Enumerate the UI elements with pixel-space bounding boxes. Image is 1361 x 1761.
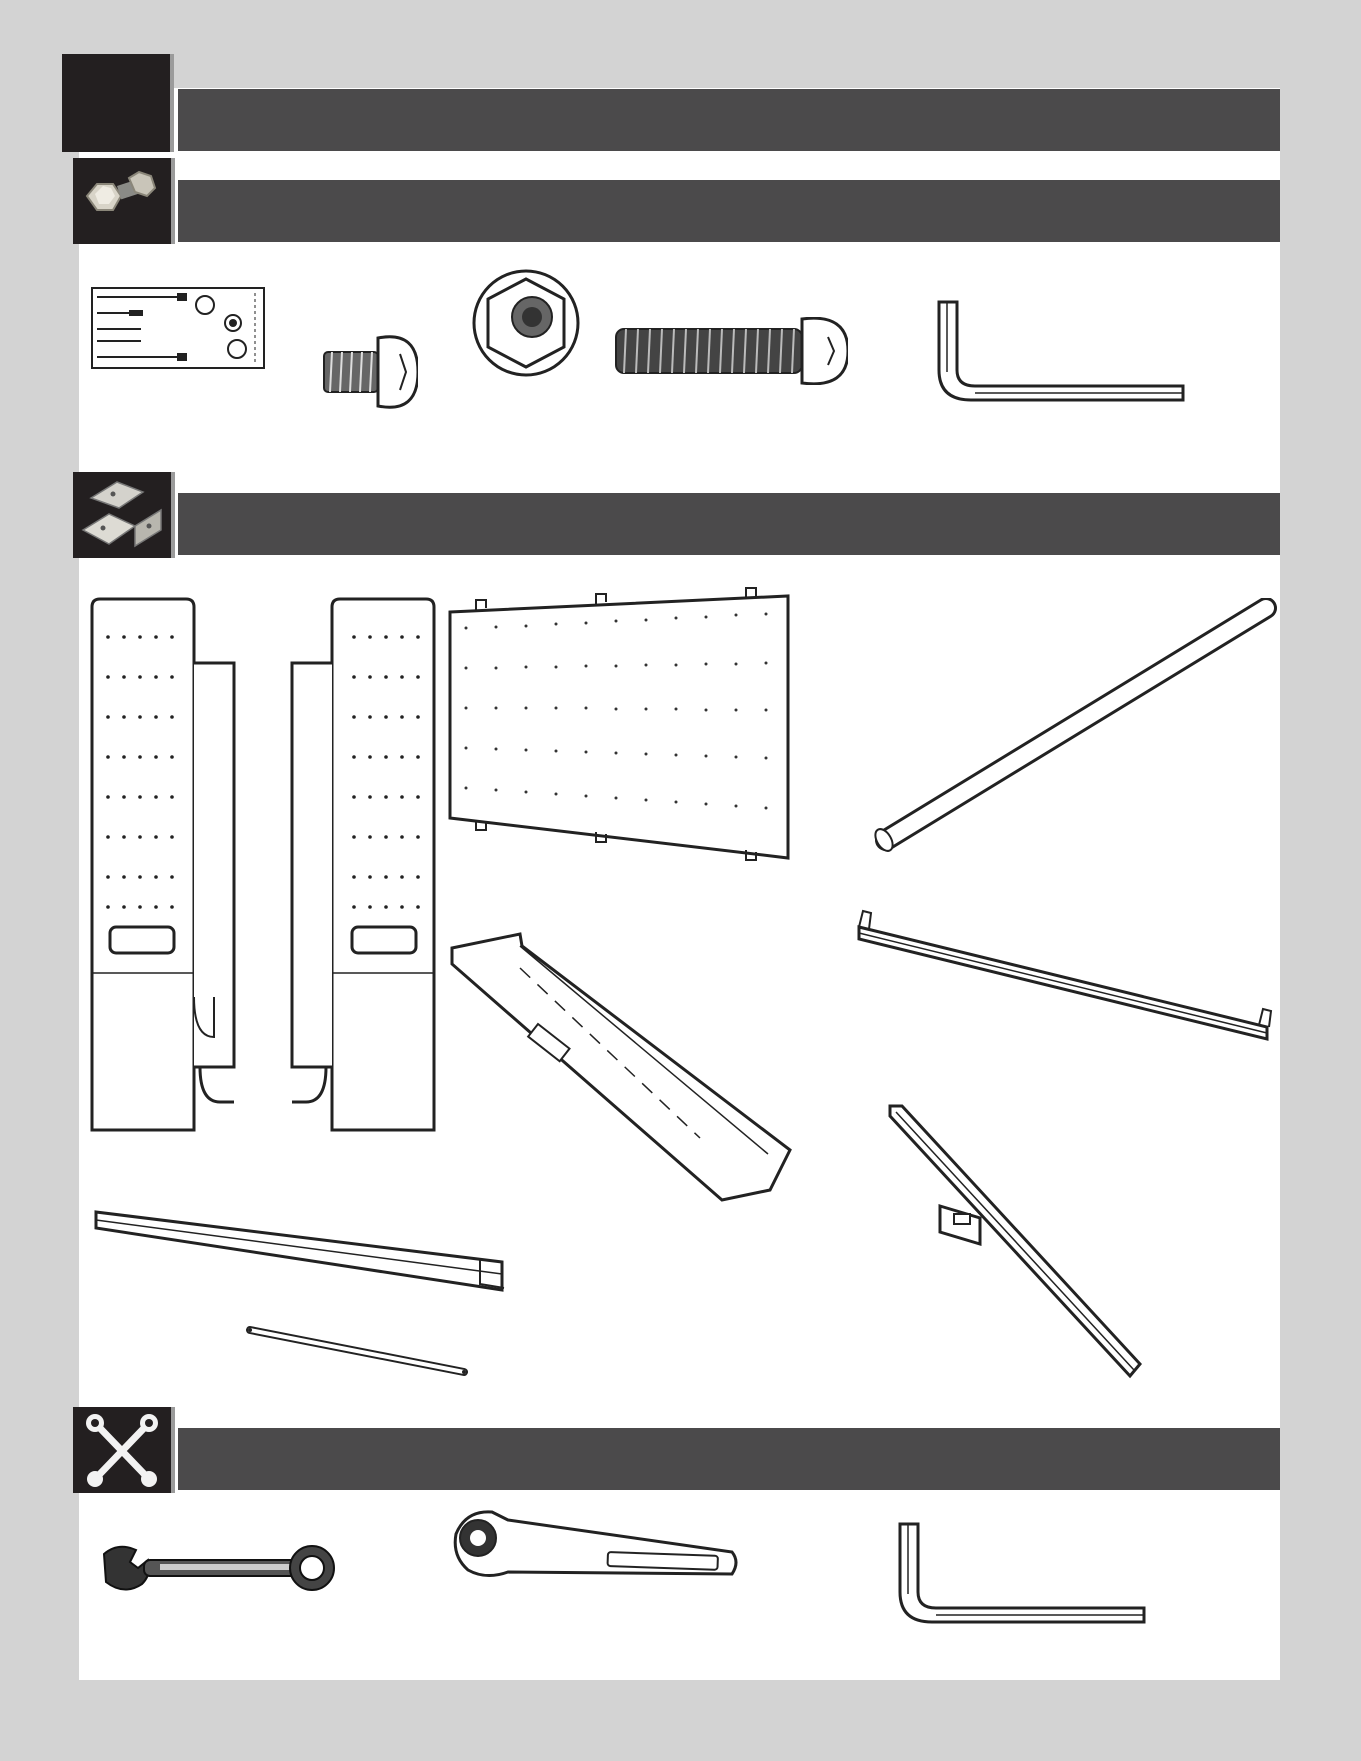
parts-title <box>178 493 1280 529</box>
shelf-tray <box>450 928 794 1202</box>
lower-rail <box>92 1204 512 1296</box>
center-brace <box>876 1104 1146 1382</box>
long-bolt-icon <box>614 317 848 385</box>
step-header-bar <box>178 89 1280 151</box>
strap-bar <box>240 1322 474 1382</box>
right-side-panel <box>286 597 436 1132</box>
bracket-icon <box>73 472 171 558</box>
long-tube <box>868 598 1280 856</box>
tools-icon-box <box>73 1407 171 1493</box>
hex-key-icon <box>935 300 1185 408</box>
hardware-header-bar <box>178 180 1280 242</box>
upper-angle-rail <box>855 905 1275 1053</box>
hardware-title <box>178 180 1280 216</box>
hardware-card <box>91 287 265 369</box>
parts-header-bar <box>178 493 1280 555</box>
hex-key-tool-icon <box>896 1522 1146 1630</box>
bolt-nut-icon <box>73 158 171 244</box>
left-side-panel <box>90 597 240 1132</box>
step-number-box <box>62 54 170 152</box>
tools-header-bar <box>178 1428 1280 1490</box>
tools-title <box>178 1428 1280 1464</box>
short-screw-icon <box>320 330 418 414</box>
flange-nut-icon <box>470 265 582 379</box>
parts-icon-box <box>73 472 171 558</box>
crossed-wrenches-icon <box>73 1407 171 1493</box>
hardware-icon-box <box>73 158 171 244</box>
combination-wrench-icon <box>100 1540 340 1596</box>
ratchet-icon <box>448 1500 740 1592</box>
pegboard-panel <box>446 586 792 864</box>
